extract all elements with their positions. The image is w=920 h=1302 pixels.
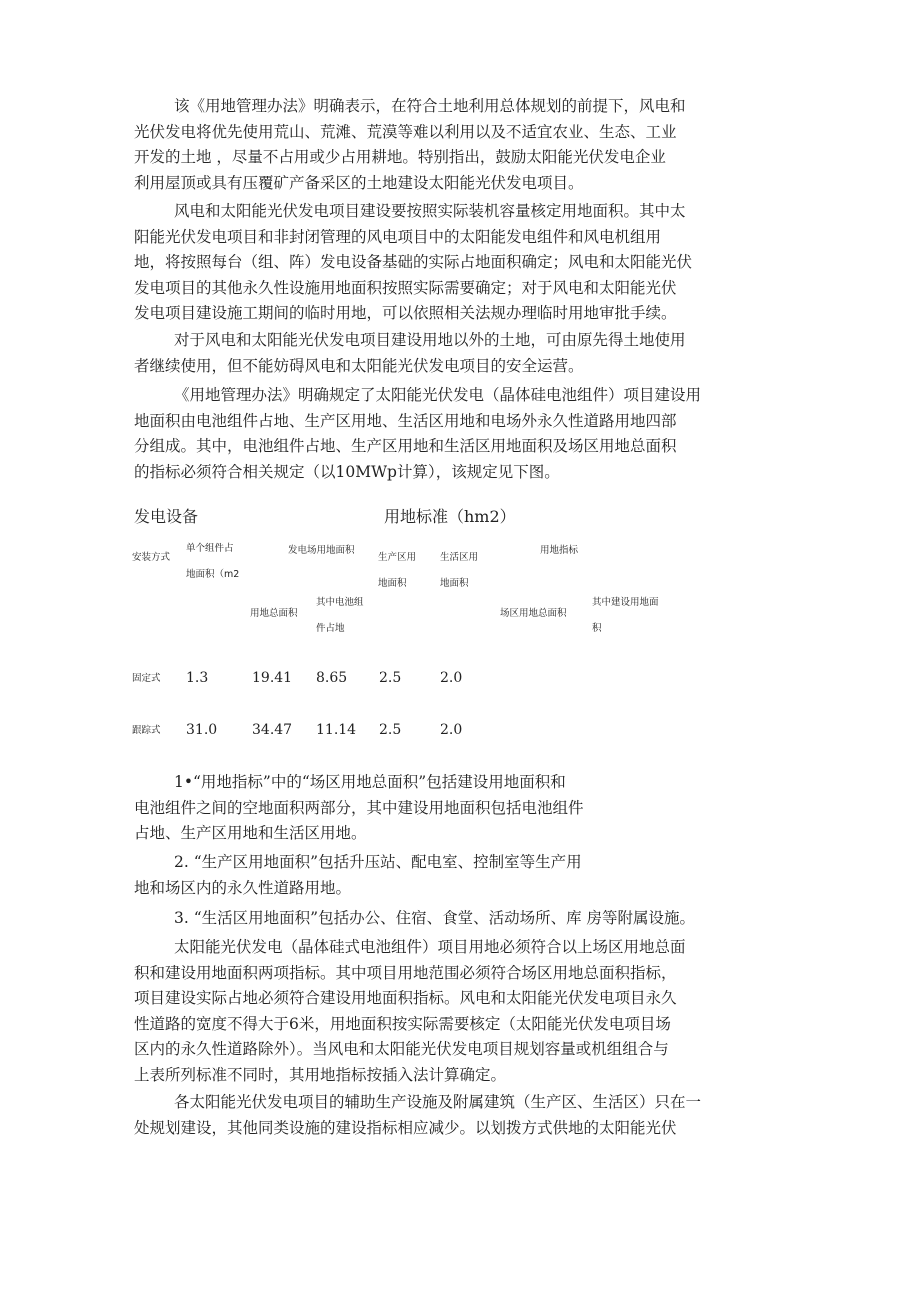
text-line: 该《用地管理办法》明确表示，在符合土地利用总体规划的前提下，风电和	[174, 97, 686, 115]
paragraph	[134, 94, 686, 196]
cell-unit-area: 1.3	[186, 670, 209, 686]
header-line: 地面积（m2	[186, 569, 240, 580]
header-site-total: 场区用地总面积	[500, 608, 567, 619]
header-line: 地面积	[440, 578, 469, 589]
text-line: 上表所列标准不同时，其用地指标按插入法计算确定。	[134, 1065, 507, 1084]
header-install-method: 安装方式	[132, 552, 171, 563]
text-line: 1•“用地指标”中的“场区用地总面积”包括建设用地面积和	[174, 773, 566, 791]
paragraph	[134, 935, 686, 1088]
text-line: 利用屋顶或具有压覆矿产备采区的土地建设太阳能光伏发电项目。	[134, 173, 584, 192]
text-line: 发电项目建设施工期间的临时用地，可以依照相关法规办理临时用地审批手续。	[134, 304, 677, 322]
text-line: 项目建设实际占地必须符合建设用地面积指标。风电和太阳能光伏发电项目永久	[134, 989, 677, 1007]
text-line: 处规划建设，其他同类设施的建设指标相应减少。以划拨方式供地的太阳能光伏	[134, 1118, 677, 1137]
cell-cell-area: 8.65	[316, 670, 348, 686]
cell-prod-area: 2.5	[379, 722, 402, 738]
paragraph	[134, 1090, 701, 1141]
text-line: 地和场区内的永久性道路用地。	[134, 878, 352, 897]
text-line: 2. “生产区用地面积”包括升压站、配电室、控制室等生产用	[174, 853, 582, 871]
text-line: 对于风电和太阳能光伏发电项目建设用地以外的土地，可由原先得土地使用	[174, 331, 686, 349]
cell-method: 固定式	[132, 673, 161, 684]
text-line: 太阳能光伏发电（晶体硅式电池组件）项目用地必须符合以上场区用地总面	[174, 938, 686, 956]
text-line: 性道路的宽度不得大于6米，用地面积按实际需要核定（太阳能光伏发电项目场	[134, 1014, 671, 1033]
text-line: 电池组件之间的空地面积两部分，其中建设用地面积包括电池组件	[134, 798, 584, 817]
header-line: 生产区用	[378, 552, 417, 563]
header-unit-area	[186, 536, 239, 588]
note-2	[134, 850, 582, 901]
paragraph	[134, 199, 692, 327]
text-line: 的指标必须符合相关规定（以10MWp计算），该规定见下图。	[134, 462, 560, 481]
text-line: 地面积由电池组件占地、生产区用地、生活区用地和电场外永久性道路用地四部	[134, 411, 677, 430]
note-1	[134, 770, 584, 847]
header-total-area: 用地总面积	[250, 608, 298, 619]
paragraph	[134, 383, 701, 485]
header-land-index: 用地指标	[540, 545, 579, 556]
header-cell-area	[316, 590, 364, 642]
header-build-area	[592, 590, 659, 642]
text-line: 风电和太阳能光伏发电项目建设要按照实际装机容量核定用地面积。其中太	[174, 202, 686, 220]
cell-prod-area: 2.5	[379, 670, 402, 686]
text-line: 3. “生活区用地面积”包括办公、住宿、食堂、活动场所、库 房等附属设施。	[174, 909, 695, 927]
header-line: 生活区用	[440, 552, 479, 563]
header-prod-area	[378, 545, 416, 597]
cell-total-area: 19.41	[252, 670, 293, 686]
header-line: 其中建设用地面	[592, 597, 659, 608]
text-line: 光伏发电将优先使用荒山、荒滩、荒漠等难以利用以及不适宜农业、生态、工业	[134, 122, 677, 141]
header-line: 其中电池组	[316, 597, 364, 608]
text-line: 地，将按照每台（组、阵）发电设备基础的实际占地面积确定；风电和太阳能光伏	[134, 253, 693, 271]
text-line: 积和建设用地面积两项指标。其中项目用地范围必须符合场区用地总面积指标，	[134, 963, 677, 982]
header-life-area	[440, 545, 478, 597]
cell-unit-area: 31.0	[186, 722, 218, 738]
text-line: 占地、生产区用地和生活区用地。	[134, 824, 367, 842]
text-line: 各太阳能光伏发电项目的辅助生产设施及附属建筑（生产区、生活区）只在一	[174, 1093, 702, 1111]
header-line: 单个组件占	[186, 543, 234, 554]
header-plant-area: 发电场用地面积	[288, 545, 355, 556]
note-3	[134, 906, 695, 932]
table-title-left: 发电设备	[134, 507, 199, 526]
table-title-right: 用地标准（hm2）	[384, 507, 516, 526]
header-line: 积	[592, 623, 602, 634]
text-line: 区内的永久性道路除外）。当风电和太阳能光伏发电项目规划容量或机组组合与	[134, 1040, 669, 1058]
text-line: 开发的土地 ，尽量不占用或少占用耕地。特别指出，鼓励太阳能光伏发电企业	[134, 148, 666, 166]
text-line: 发电项目的其他永久性设施用地面积按照实际需要确定；对于风电和太阳能光伏	[134, 278, 677, 297]
cell-total-area: 34.47	[252, 722, 293, 738]
header-line: 件占地	[316, 623, 345, 634]
text-line: 《用地管理办法》明确规定了太阳能光伏发电（晶体硅电池组件）项目建设用	[174, 386, 702, 404]
cell-life-area: 2.0	[440, 722, 463, 738]
cell-method: 跟踪式	[132, 725, 161, 736]
header-line: 地面积	[378, 578, 407, 589]
text-line: 者继续使用，但不能妨碍风电和太阳能光伏发电项目的安全运营。	[134, 356, 584, 375]
cell-life-area: 2.0	[440, 670, 463, 686]
text-line: 阳能光伏发电项目和非封闭管理的风电项目中的太阳能发电组件和风电机组用	[134, 227, 662, 246]
paragraph	[134, 328, 686, 379]
text-line: 分组成。其中，电池组件占地、生产区用地和生活区用地面积及场区用地总面积	[134, 437, 677, 455]
cell-cell-area: 11.14	[316, 722, 357, 738]
